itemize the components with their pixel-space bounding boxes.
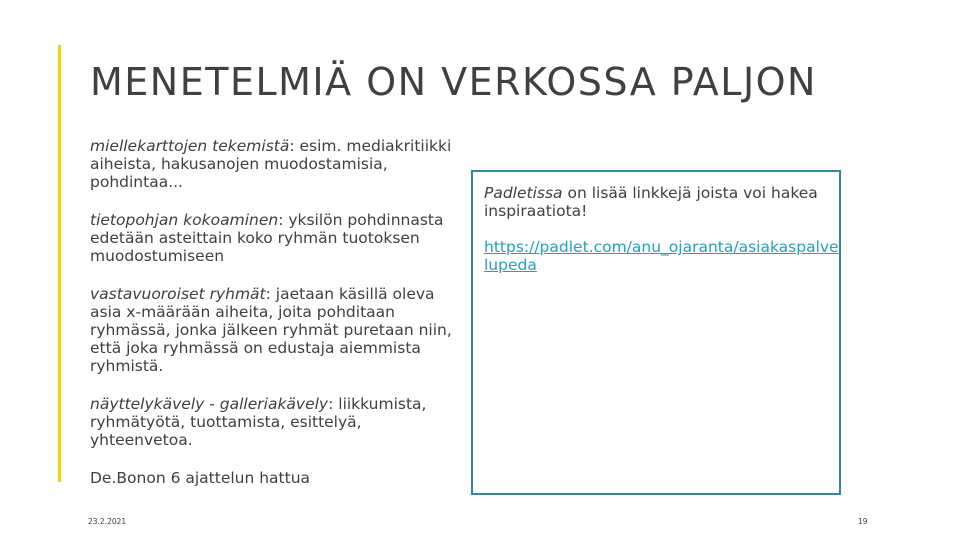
padlet-term: Padletissa — [484, 184, 563, 202]
method-term: vastavuoroiset ryhmät — [90, 285, 266, 303]
method-item — [90, 285, 455, 375]
method-term: miellekarttojen tekemistä — [90, 137, 290, 155]
method-list — [90, 137, 455, 507]
padlet-textbox — [471, 170, 841, 495]
method-item — [90, 469, 455, 487]
accent-bar — [58, 45, 61, 482]
method-item — [90, 395, 455, 449]
slide-title: MENETELMIÄ ON VERKOSSA PALJON — [90, 60, 817, 104]
padlet-intro — [484, 184, 829, 220]
method-description: : jaetaan käsillä oleva asia x-määrään aiheita, joita pohditaan ryhmässä, jonka jälkeen ryhmät puretaan niin, että joka ryhmässä on edustaja aiemmista ryhmistä. — [90, 285, 452, 375]
method-term: tietopohjan kokoaminen — [90, 211, 279, 229]
method-description: De.Bonon 6 ajattelun hattua — [90, 469, 311, 487]
method-item — [90, 211, 455, 265]
footer-date: 23.2.2021 — [88, 517, 127, 526]
footer-page-number: 19 — [858, 517, 868, 526]
method-description: : liikkumista, ryhmätyötä, tuottamista, esittelyä, yhteenvetoa. — [90, 395, 427, 449]
method-term: näyttelykävely - galleriakävely — [90, 395, 329, 413]
method-description: : esim. mediakritiikki aiheista, hakusanojen muodostamisia, pohdintaa... — [90, 137, 452, 191]
method-item — [90, 137, 455, 191]
padlet-link[interactable]: https://padlet.com/anu_ojaranta/asiakaspalvelupeda — [484, 238, 839, 274]
method-description: : yksilön pohdinnasta edetään asteittain koko ryhmän tuotoksen muodostumiseen — [90, 211, 444, 265]
padlet-intro-text: on lisää linkkejä joista voi hakea inspiraatiota! — [484, 184, 818, 220]
